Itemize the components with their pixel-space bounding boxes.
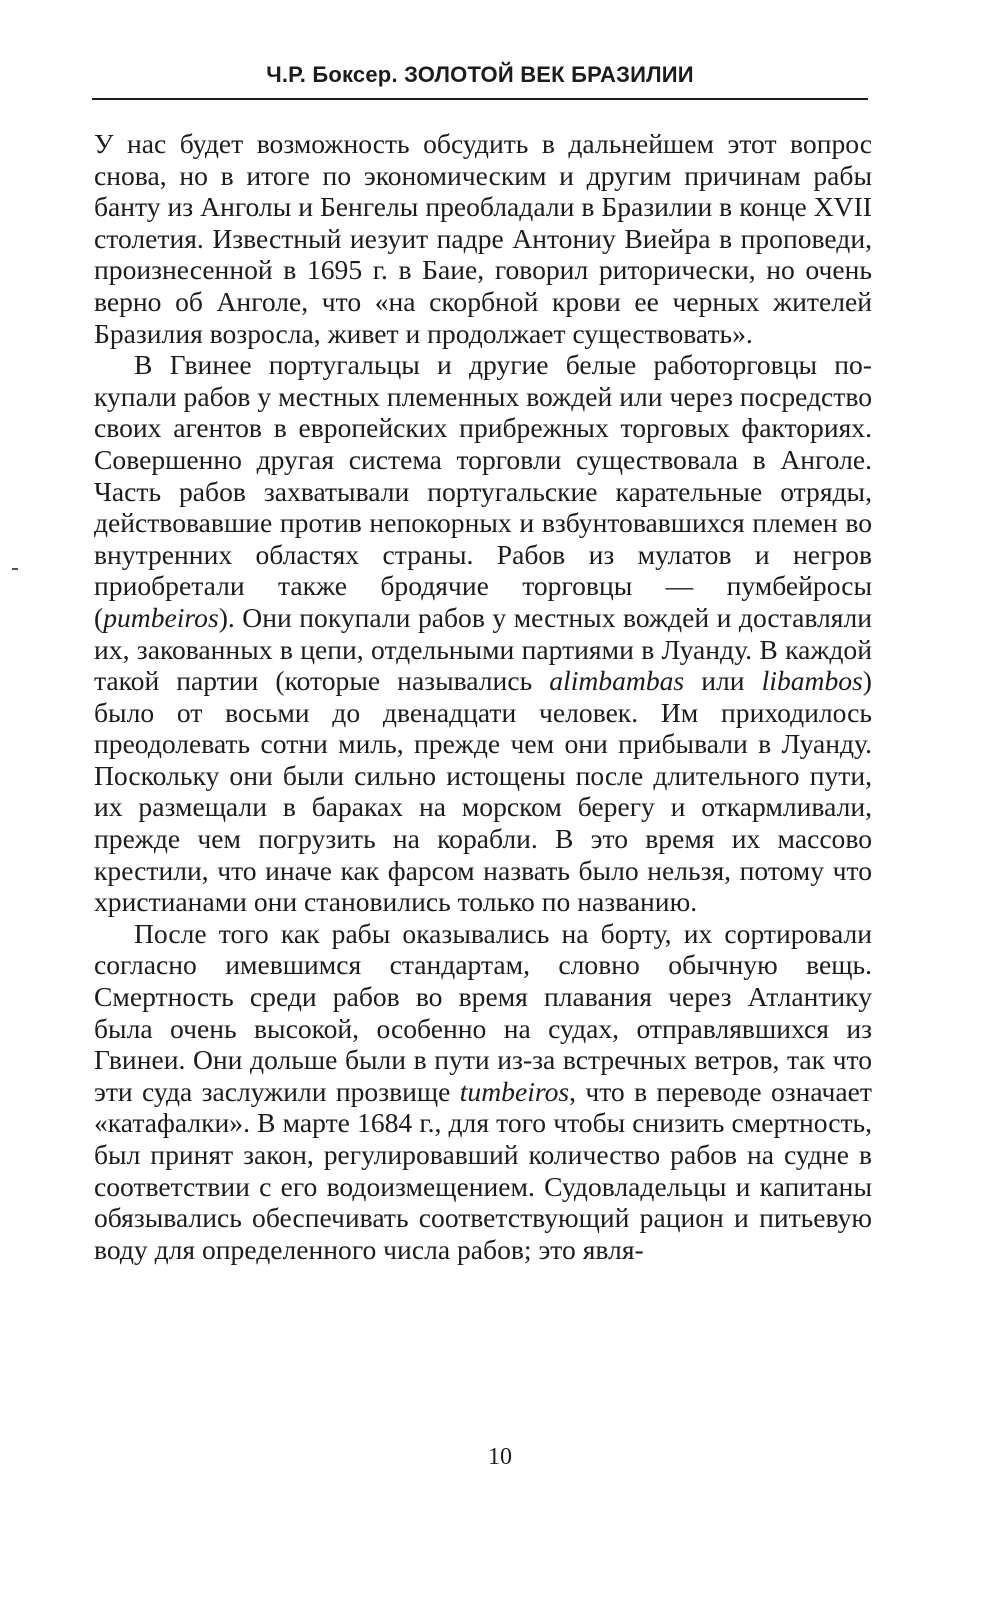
paragraph-2-text-b: ). Они покупали рабов у местных вождей и доставляли их, закованных в цепи, отдельными партиями в Луанду. В каждой такой партии (которые назывались (94, 601, 872, 697)
paragraph-3-text-b: , что в переводе означает «катафалки». В марте 1684 г., для того чтобы снизить смертность, был принят закон, регулировавший количество рабов на судне в соответствии с его водоизмещением. Судовладельцы и капитаны обязывались обеспечивать соответствующий рацион и питьевую воду для определенного числа рабов; это явля- (94, 1075, 872, 1265)
page-number: 10 (488, 1444, 512, 1470)
term-pumbeiros: pumbeiros (103, 601, 219, 633)
body-text (94, 128, 872, 1265)
paragraph-3 (94, 918, 872, 1266)
paragraph-1 (94, 128, 872, 349)
term-alimbambas: alimbambas (549, 665, 685, 697)
paragraph-1-text: У нас будет возможность обсудить в дальнейшем этот вопрос снова, но в итоге по экономическим и другим причинам рабы банту из Анголы и Бенгелы преобладали в Бразилии в конце XVII столетия. Известный иезуит падре Антониу Виейра в проповеди, произнесенной в 1695 г. в Баие, говорил риторически, но очень верно об Анголе, что «на скорбной крови ее черных жителей Бразилия возросла, живет и продолжает существовать». (94, 128, 872, 349)
header-rule (92, 98, 868, 100)
term-libambos: libambos (761, 665, 863, 697)
paragraph-3-text-a: После того как рабы оказывались на борту, их сортировали согласно имевшимся стандартам, словно обычную вещь. Смертность среди рабов во время плавания через Атлантику была очень высокой, особенно на судах, отправлявшихся из Гвинеи. Они дольше были в пути из-за встречных ветров, так что эти суда заслужили прозвище (94, 917, 872, 1107)
paragraph-2-text-c: или (684, 665, 762, 697)
paragraph-2-text-a: В Гвинее португальцы и другие белые работорговцы покупали рабов у местных племенных вождей или через посредство своих агентов в европейских прибрежных торговых факториях. Совершенно другая система торговли существовала в Анголе. Часть рабов захватывали португальские карательные отряды, действовавшие против непокорных и взбунтовавшихся племен во внутренних областях страны. Рабов из мулатов и негров приобретали также бродячие торговцы — пумбейросы ( (94, 349, 872, 633)
running-title: Ч.Р. Боксер. ЗОЛОТОЙ ВЕК БРАЗИЛИИ (266, 62, 694, 87)
margin-mark (12, 568, 18, 570)
paragraph-2-text-d: ) было от восьми до двенадцати человек. Им приходилось преодолевать сотни миль, прежде чем они прибывали в Луанду. Поскольку они были сильно истощены после длительного пути, их размещали в бараках на морском берегу и откармливали, прежде чем погрузить на корабли. В это время их массово крестили, что иначе как фарсом назвать было нельзя, потому что христианами они становились только по названию. (94, 665, 872, 918)
term-tumbeiros: tumbeiros (459, 1075, 570, 1107)
paragraph-2 (94, 349, 872, 918)
